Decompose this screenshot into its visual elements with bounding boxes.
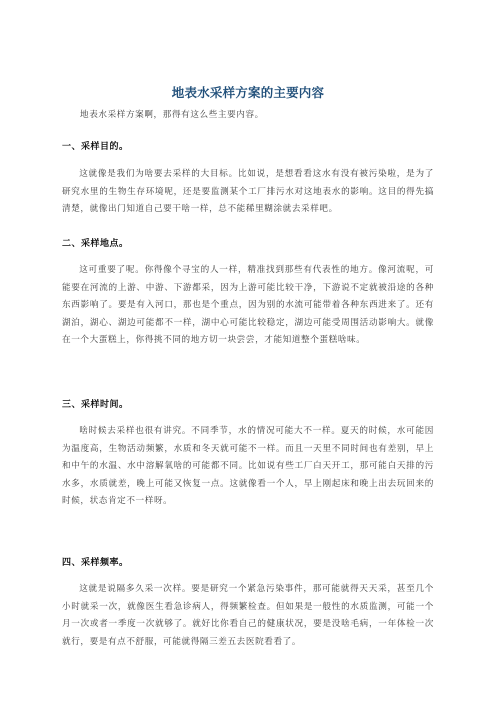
section-body-location: 这可重要了呢。你得像个寻宝的人一样，精准找到那些有代表性的地方。像河流呢，可能要在河流的上游、中游、下游都采，因为上游可能比较干净，下游说不定就被沿途的各种东西影响了。要是有入河口，那也是个重点，因为别的水流可能带着各种东西进来了。还有湖泊，湖心、湖边可能都不一样，湖中心可能比较稳定，湖边可能受周围活动影响大。就像在一个大蛋糕上，你得挑不同的地方切一块尝尝，才能知道整个蛋糕啥味。 xyxy=(62,265,434,346)
section-heading-location: 二、采样地点。 xyxy=(62,239,129,249)
document-title: 地表水采样方案的主要内容 xyxy=(171,85,325,100)
section-heading-purpose: 一、采样目的。 xyxy=(62,142,129,152)
section-body-purpose: 这就像是我们为啥要去采样的大目标。比如说，是想看看这水有没有被污染啦，是为了研究水里的生物生存环境呢，还是要监测某个工厂排污水对这地表水的影响。这目的得先搞清楚，就像出门知道自己要干啥一样，总不能稀里糊涂就去采样吧。 xyxy=(62,169,434,215)
section-heading-time: 三、采样时间。 xyxy=(62,400,129,410)
intro-paragraph: 地表水采样方案啊，那得有这么些主要内容。 xyxy=(80,110,264,120)
section-body-time: 啥时候去采样也很有讲究。不同季节，水的情况可能大不一样。夏天的时候，水可能因为温度高，生物活动频繁，水质和冬天就可能不一样。而且一天里不同时间也有差别，早上和中午的水温、水中溶解氧啥的可能都不同。比如说有些工厂白天开工，那可能白天排的污水多，水质就差，晚上可能又恢复一点。这就像看一个人，早上刚起床和晚上出去玩回来的时候，状态肯定不一样呀。 xyxy=(62,426,434,507)
section-heading-frequency: 四、采样频率。 xyxy=(62,558,129,568)
section-body-frequency: 这就是说隔多久采一次样。要是研究一个紧急污染事件，那可能就得天天采，甚至几个小时就采一次，就像医生看急诊病人，得频繁检查。但如果是一般性的水质监测，可能一个月一次或者一季度一次就够了。就好比你看自己的健康状况，要是没啥毛病，一年体检一次就行，要是有点不舒服，可能就得隔三差五去医院看看了。 xyxy=(62,584,434,647)
